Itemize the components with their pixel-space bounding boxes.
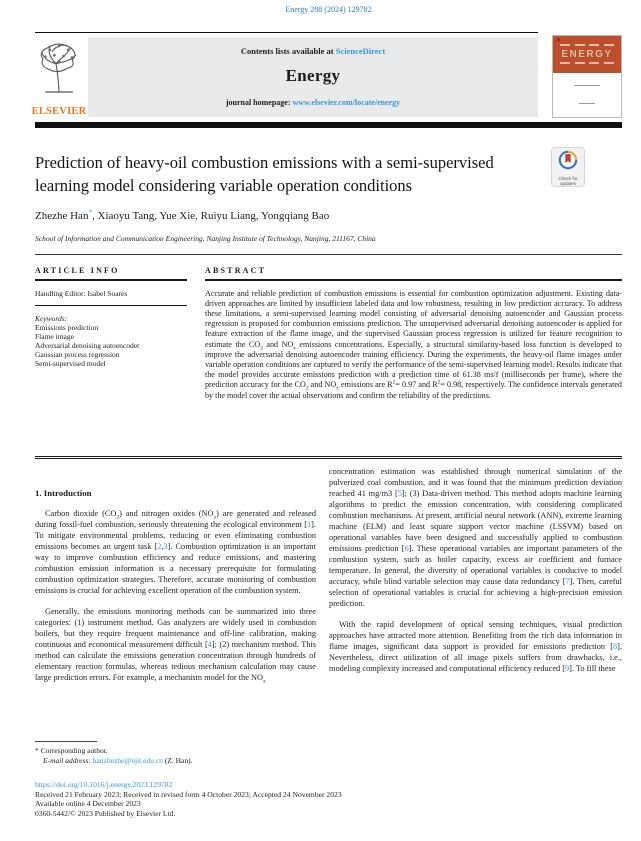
homepage-link[interactable]: www.elsevier.com/locate/energy xyxy=(292,98,401,107)
abstract-heading: ABSTRACT xyxy=(205,266,267,275)
cover-decoration xyxy=(560,62,614,64)
reference-link[interactable]: 2 xyxy=(157,542,162,551)
intro-paragraph-2: Generally, the emissions monitoring methods can be summarized into three categories: (1) instrument method. Gas analyzers are widely used in combustion boilers, but they require frequent maintenance and off-line calibration, making continuous and economical measurement difficult [4]; (2) mechanism method. This method can calculate the emissions generation concentration through hundreds of elementary reaction formulas, whereas tedious mechanism calculation may cause large prediction errors. For example, a mechanism model for the $NO_x$ xyxy=(35,607,316,685)
contents-label: Contents lists available at xyxy=(240,46,336,56)
article-info-heading: ARTICLE INFO xyxy=(35,266,120,275)
header-banner xyxy=(88,37,538,117)
cover-footer-marks xyxy=(553,74,621,110)
authors-line: Zhezhe Han*, Xiaoyu Tang, Yue Xie, Ruiyu Liang, Yongqiang Bao xyxy=(35,208,330,222)
elsevier-wordmark: ELSEVIER xyxy=(31,106,87,117)
reference-link[interactable]: 6 xyxy=(404,544,409,553)
reference-link[interactable]: 4 xyxy=(207,640,212,649)
rule xyxy=(35,305,187,306)
keyword-item: Gaussian process regression xyxy=(35,349,120,359)
check-updates-badge[interactable] xyxy=(551,147,585,187)
keyword-item: Semi-supervised model xyxy=(35,358,106,368)
body-paragraph-continuation: concentration estimation was established through numerical simulation of the pulverized coal combustion, and it was found that the minimum prediction deviation reached 41 mg/m3 [5]; (3) Data-driven method. This method adopts machine learning algorithms to predict the emission concentration, with considering complicated combustion mechanisms. At present, artificial neural network (ANN), extreme learning machine (ELM) and least square support vector machine (LSSVM) based on operational variables have been designed and successfully applied to combustion emissions prediction [6]. These operational variables are important parameters of the combustion system, such as boiler capacity, excess air coefficient and furnace temperature. In general, the diversity of operational variables is conducive to model accuracy, while blind variable selection may cause data redundancy [7]. Then, careful selection of operational variables is crucial for achieving a high-precision emission prediction. xyxy=(329,467,623,608)
body-paragraph-visual: With the rapid development of optical sensing techniques, visual prediction approaches have attracted more attention. Benefiting from the rich data information in flame images, significant data support is provided for emissions prediction [8]. Nevertheless, direct utilization of all image pixels suffers from drawbacks, i.e., modeling complexity increased and computational efficiency reduced [9]. To fill these xyxy=(329,620,622,673)
keyword-item: Adversarial denoising autoencoder xyxy=(35,340,140,350)
reference-link[interactable]: 5 xyxy=(397,489,402,498)
journal-title: Energy xyxy=(285,66,341,85)
body-right-column xyxy=(329,466,622,674)
article-footer xyxy=(35,780,622,818)
keyword-item: Flame image xyxy=(35,331,74,341)
abstract-column xyxy=(205,266,622,401)
reference-link[interactable]: 8 xyxy=(613,642,618,651)
keyword-item: Emissions prediction xyxy=(35,322,99,332)
intro-paragraph-1: Carbon dioxide $(CO_2)$ and nitrogen oxides $(NO_x)$ are generated and released during fossil-fuel combustion, seriously threatening the ecological environment [1]. To mitigate environmental problems, reducing or even eliminating combustion emissions becomes an urgent task [2,3]. Combustion optimization is an important way to improve combustion efficiency and reduce emissions, and mastering combustion emission information is a necessary prerequisite for formulating combustion optimization strategies. Therefore, accurate monitoring of combustion emissions is crucial for achieving excellent operation of the combustion system. xyxy=(35,509,316,595)
keywords-list xyxy=(35,323,187,368)
keywords-label: Keywords: xyxy=(35,313,68,323)
journal-citation[interactable]: Energy 288 (2024) 129782 xyxy=(285,5,372,14)
affiliation: School of Information and Communication Engineering, Nanjing Institute of Technology, Nanjing, 211167, China xyxy=(35,234,376,243)
cover-header xyxy=(553,36,621,73)
corresponding-author-note: * Corresponding author. xyxy=(35,746,108,755)
article-info-column xyxy=(35,266,187,368)
sciencedirect-link[interactable]: ScienceDirect xyxy=(335,46,386,56)
check-updates-label: Check for updates xyxy=(558,176,578,186)
article-title: Prediction of heavy-oil combustion emissions with a semi-supervised learning model considering variable operation conditions xyxy=(35,153,494,195)
reference-link[interactable]: 3 xyxy=(163,542,168,551)
handling-editor: Handling Editor: Isabel Soares xyxy=(35,288,128,298)
section-heading-introduction: 1. Introduction xyxy=(35,488,92,498)
email-suffix: (Z. Han). xyxy=(162,755,193,765)
reference-link[interactable]: 9 xyxy=(565,664,570,673)
copyright-line: 0360-5442/© 2023 Published by Elsevier Ltd. xyxy=(35,808,176,818)
doi-link[interactable]: https://doi.org/10.1016/j.energy.2023.129782 xyxy=(35,780,173,789)
reference-link[interactable]: 7 xyxy=(565,577,570,586)
abstract-bottom-rule xyxy=(35,456,622,459)
elsevier-tree-icon xyxy=(36,87,82,104)
check-updates-icon xyxy=(558,157,578,174)
header-black-divider xyxy=(35,122,622,128)
homepage-label: journal homepage: xyxy=(225,98,293,107)
journal-cover-thumbnail[interactable] xyxy=(552,35,622,118)
rule xyxy=(205,279,622,281)
email-label: E-mail address: xyxy=(43,755,93,765)
contents-line xyxy=(88,46,538,56)
cover-decoration xyxy=(560,44,614,46)
cover-title: ENERGY xyxy=(561,49,613,60)
received-line: Received 21 February 2023; Received in revised form 4 October 2023; Accepted 24 November 2023 xyxy=(35,789,342,799)
rule xyxy=(35,279,187,281)
cover-logo-mark: ✕ xyxy=(556,38,562,44)
email-link[interactable]: hanzhezhe@njit.edu.cn xyxy=(92,755,163,765)
reference-link[interactable]: 1 xyxy=(307,520,312,529)
body-left-column xyxy=(35,466,316,683)
email-line xyxy=(35,756,316,766)
corresponding-author-footnote xyxy=(35,741,316,765)
available-online-line: Available online 4 December 2023 xyxy=(35,799,141,809)
elsevier-logo xyxy=(30,38,88,118)
abstract-text: Accurate and reliable prediction of combustion emissions is essential for combustion optimization adjustment. Existing data-driven approaches are limited by insufficient labeled data and low robustness, resulting in low prediction accuracy. To address these limitations, a semi-supervised learning model consisting of adversarial denoising autoencoder and Gaussian process regression is proposed for combustion emissions prediction. The unsupervised adversarial denoising autoencoder is applied for feature extraction of the flame image, and the supervised Gaussian process regression is utilized for feature recognition to estimate the $CO_2$ and $NO_x$ emissions concentrations. Especially, a structural similarity-based loss function is developed to improve the adversarial denoising autoencoder training efficiency. During the experiments, the heavy-oil flame images under variable operation conditions are captured to verify the performance of the semi-supervised learning model. Results indicate that the model provides accurate emissions prediction with a prediction time of 61.38 ms/f (milliseconds per frame), where the prediction accuracy for the $CO_2$ and $NO_x$ emissions are $R^2= 0.97$ and $R^2= 0.98$, respectively. The confidence intervals generated by the model cover the actual observations and confirm the reliability of the predictions. xyxy=(205,288,622,400)
reference-link[interactable]: * xyxy=(88,208,93,217)
homepage-line xyxy=(88,98,538,107)
footnote-rule xyxy=(35,741,97,742)
header-top-rule xyxy=(35,32,538,33)
title-block-rule xyxy=(35,254,622,255)
